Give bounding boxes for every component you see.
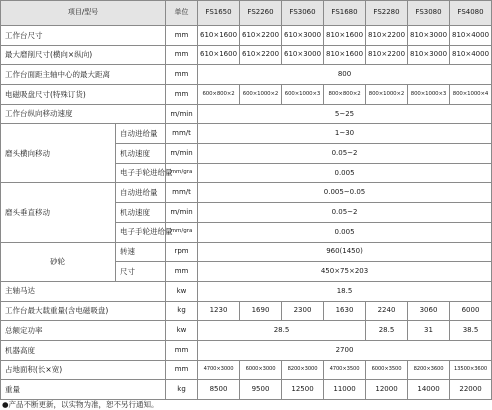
- row-label: 占地面积(长×宽): [1, 360, 166, 380]
- header-model: FS1650: [198, 1, 240, 26]
- row-total-power: [1, 321, 492, 341]
- row-unit: kg: [166, 301, 198, 321]
- row-max-load: [1, 301, 492, 321]
- cell-value: 800×1000×3: [408, 85, 450, 105]
- cell-value: 6000×3500: [366, 360, 408, 380]
- header-model: FS4080: [450, 1, 492, 26]
- row-label: 工作台面距主轴中心的最大距离: [1, 65, 166, 85]
- row-spindle-motor: [1, 281, 492, 301]
- sub-label: 电子手轮进给量: [116, 163, 166, 183]
- header-row: [1, 1, 492, 26]
- row-table-speed: [1, 104, 492, 124]
- row-label: 工作台最大载重量(含电磁吸盘): [1, 301, 166, 321]
- cell-value: 3060: [408, 301, 450, 321]
- row-unit: rpm: [166, 242, 198, 262]
- cell-value: 12500: [282, 380, 324, 400]
- row-chuck-size: [1, 85, 492, 105]
- row-unit: mm/gra: [166, 163, 198, 183]
- row-unit: kw: [166, 321, 198, 341]
- cell-value: 0.05~2: [198, 144, 492, 164]
- cell-value: 2300: [282, 301, 324, 321]
- row-label: 总额定功率: [1, 321, 166, 341]
- sub-label: 尺寸: [116, 262, 166, 282]
- cell-value: 14000: [408, 380, 450, 400]
- header-model: FS2280: [366, 1, 408, 26]
- header-model: FS3080: [408, 1, 450, 26]
- row-wheel-speed: [1, 242, 492, 262]
- sub-label: 自动进给量: [116, 183, 166, 203]
- cell-value: 28.5: [198, 321, 366, 341]
- cell-value: 8200×3600: [408, 360, 450, 380]
- cell-value: 11000: [324, 380, 366, 400]
- cell-value: 8500: [198, 380, 240, 400]
- header-model: FS1680: [324, 1, 366, 26]
- cell-value: 810×1600: [324, 25, 366, 45]
- cell-value: 38.5: [450, 321, 492, 341]
- row-label: 电磁吸盘尺寸(特殊订货): [1, 85, 166, 105]
- cell-value: 0.05~2: [198, 203, 492, 223]
- cell-value: 600×1000×3: [282, 85, 324, 105]
- row-label: 最大磨削尺寸(横向×纵向): [1, 45, 166, 65]
- sub-label: 电子手轮进给量: [116, 222, 166, 242]
- row-unit: mm: [166, 360, 198, 380]
- cell-value: 610×2200: [240, 45, 282, 65]
- cell-value: 810×3000: [408, 25, 450, 45]
- cell-value: 610×3000: [282, 25, 324, 45]
- row-label: 主轴马达: [1, 281, 166, 301]
- group-label: 磨头横向移动: [1, 124, 116, 183]
- cell-value: 1~30: [198, 124, 492, 144]
- row-unit: m/min: [166, 144, 198, 164]
- row-max-grind: [1, 45, 492, 65]
- footnote: ●产品不断更新，以实物为准，恕不另行通知。: [2, 400, 159, 409]
- cell-value: 4700×3500: [324, 360, 366, 380]
- cell-value: 610×1600: [198, 25, 240, 45]
- row-unit: mm: [166, 45, 198, 65]
- cell-value: 610×3000: [282, 45, 324, 65]
- cell-value: 1630: [324, 301, 366, 321]
- cell-value: 0.005: [198, 163, 492, 183]
- cell-value: 810×2200: [366, 45, 408, 65]
- row-height: [1, 340, 492, 360]
- cell-value: 13500×3600: [450, 360, 492, 380]
- row-unit: mm/gra: [166, 222, 198, 242]
- sub-label: 机动速度: [116, 203, 166, 223]
- cell-value: 8200×3000: [282, 360, 324, 380]
- cell-value: 610×2200: [240, 25, 282, 45]
- cell-value: 810×2200: [366, 25, 408, 45]
- cell-value: 4700×3000: [198, 360, 240, 380]
- sub-label: 自动进给量: [116, 124, 166, 144]
- cell-value: 9500: [240, 380, 282, 400]
- row-label: 重量: [1, 380, 166, 400]
- row-label: 工作台纵向移动速度: [1, 104, 166, 124]
- row-unit: mm/t: [166, 124, 198, 144]
- group-label: 磨头垂直移动: [1, 183, 116, 242]
- sub-label: 转速: [116, 242, 166, 262]
- cell-value: 22000: [450, 380, 492, 400]
- row-unit: kg: [166, 380, 198, 400]
- row-unit: m/min: [166, 203, 198, 223]
- row-cross-feed: [1, 124, 492, 144]
- header-item: 项目/型号: [1, 1, 166, 26]
- header-model: FS3060: [282, 1, 324, 26]
- cell-value: 810×4000: [450, 25, 492, 45]
- cell-value: 0.005: [198, 222, 492, 242]
- cell-value: 960(1450): [198, 242, 492, 262]
- row-table-size: [1, 25, 492, 45]
- cell-value: 18.5: [198, 281, 492, 301]
- cell-value: 1230: [198, 301, 240, 321]
- row-unit: kw: [166, 281, 198, 301]
- header-unit: 单位: [166, 1, 198, 26]
- row-vertical-feed: [1, 183, 492, 203]
- cell-value: 600×1000×2: [240, 85, 282, 105]
- cell-value: 810×3000: [408, 45, 450, 65]
- cell-value: 600×800×2: [198, 85, 240, 105]
- header-model: FS2260: [240, 1, 282, 26]
- cell-value: 800×1000×2: [366, 85, 408, 105]
- cell-value: 28.5: [366, 321, 408, 341]
- row-unit: mm: [166, 340, 198, 360]
- row-unit: m/min: [166, 104, 198, 124]
- cell-value: 610×1600: [198, 45, 240, 65]
- row-unit: mm: [166, 262, 198, 282]
- group-label: 砂轮: [1, 242, 116, 281]
- row-unit: mm: [166, 85, 198, 105]
- cell-value: 31: [408, 321, 450, 341]
- row-unit: mm: [166, 25, 198, 45]
- cell-value: 810×4000: [450, 45, 492, 65]
- cell-value: 800×1000×4: [450, 85, 492, 105]
- row-unit: mm: [166, 65, 198, 85]
- sub-label: 机动速度: [116, 144, 166, 164]
- cell-value: 2240: [366, 301, 408, 321]
- row-spindle-distance: [1, 65, 492, 85]
- cell-value: 2700: [198, 340, 492, 360]
- cell-value: 6000×3000: [240, 360, 282, 380]
- cell-value: 1690: [240, 301, 282, 321]
- row-unit: mm/t: [166, 183, 198, 203]
- cell-value: 0.005~0.05: [198, 183, 492, 203]
- row-label: 机器高度: [1, 340, 166, 360]
- row-label: 工作台尺寸: [1, 25, 166, 45]
- cell-value: 5~25: [198, 104, 492, 124]
- cell-value: 12000: [366, 380, 408, 400]
- cell-value: 800: [198, 65, 492, 85]
- row-weight: [1, 380, 492, 400]
- cell-value: 450×75×203: [198, 262, 492, 282]
- row-footprint: [1, 360, 492, 380]
- cell-value: 6000: [450, 301, 492, 321]
- cell-value: 810×1600: [324, 45, 366, 65]
- cell-value: 800×800×2: [324, 85, 366, 105]
